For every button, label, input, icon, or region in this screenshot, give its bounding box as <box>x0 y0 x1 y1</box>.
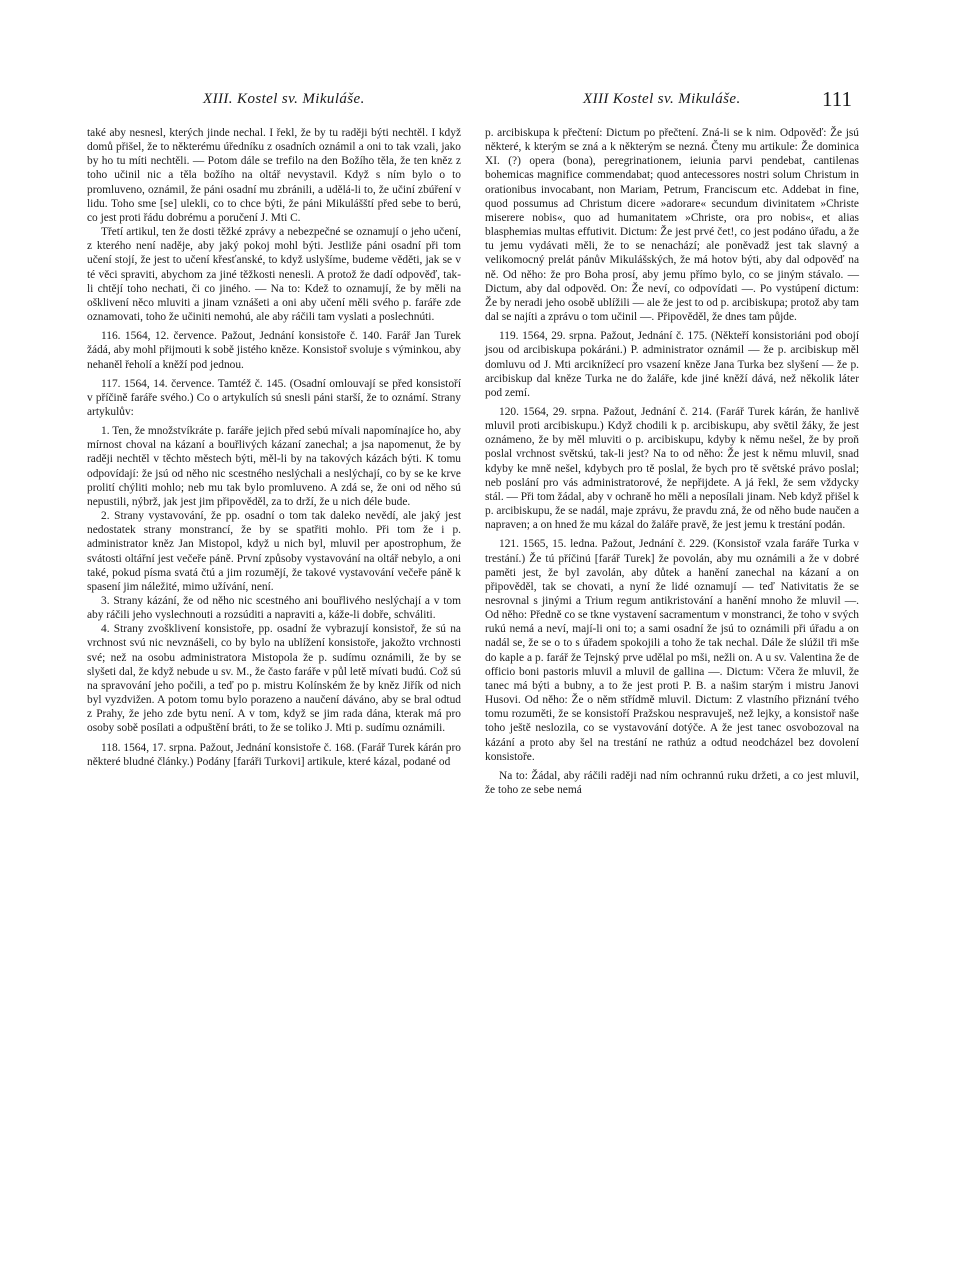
column-gutter <box>474 130 475 1180</box>
document-entry-117: 117. 1564, 14. července. Tamtéž č. 145. (Osadní omlouvají se před konsistoří v příčině faráře svého.) Co o artykulích sú snesli páni starší, že to oznámí. Strany artykulův: <box>87 377 461 418</box>
article-point-2: 2. Strany vystavování, že pp. osadní o tom tak daleko nevědí, ale jaký jest nedostatek strany monstrancí, že by se spatřiti mohlo. Při tom že i p. administrator kněz Jan Mistopol, když u nich byl, mluvil per apostrophum, že svátosti oltářní jest večeře páně. První způsoby vystavování na oltář nebylo, a oni také, pokud písma svatá čtú a jim rozumějí, že takové vystavování večeře páně k spasení jim náležité, mimo užívání, není. <box>87 510 461 593</box>
page-number: 111 <box>822 87 852 111</box>
article-point-4: 4. Strany zvošklivení konsistoře, pp. osadní že vybrazují konsistoř, že sú na vrchnost svú nic nevznášeli, co by bylo na ublížení konsistoře, jakožto vrchnosti své; než na osobu administratora Mistopola že p. sudímu oznámili, že by se slyšeti dal, že když nebude u sv. M., že často faráře v půl letě mívati budú. Což sú na spravování jeho počili, a teď po p. mistru Kolínském že by kněz Jiřík od nich byl vyzdvižen. A potom tomu bylo porazeno a naučení dáváno, aby se bral odtud z Prahy, že jeho zde bytu není. A v tom, když se jim rada dána, kterak má pro osoby sobě posílati a odpuštění bráti, to že se toliko J. Mti p. sudímu oznámili. <box>87 623 461 735</box>
document-entry-118: 118. 1564, 17. srpna. Pažout, Jednání konsistoře č. 168. (Farář Turek kárán pro některé bludné články.) Podány [faráři Turkovi] artikule, které kázal, podané od <box>87 741 461 768</box>
document-entry-120: 120. 1564, 29. srpna. Pažout, Jednání č. 214. (Farář Turek kárán, že hanlivě mluvil proti arcibiskupu.) Když chodili k p. arcibiskupu, aby světil žáky, že jest oznámeno, že by měl mluviti o p. arcibiskupu, kdyby k němu nešel, že by proň poslal vrchnost světskú, tak-li jest? Na to od něho: Že jest k němu mluvil, snad kdyby ke mně nešel, kdybych pro tě poslal, že bych pro tě světské právo poslal; neb poslání pro vás administratorové, že nepřijdete. A já řekl, že sem vždycky stál. — Při tom žádal, aby v ochraně ho měli a neposílali jinam. Neb když přišel k p. arcibiskupu, že se nadál, maje zprávu, že pravdu zná, že od něho bude naučen a napraven; a on hned že mu kázal do žaláře pravě, že jest jemu k trestání podán. <box>485 405 859 532</box>
document-entry-119: 119. 1564, 29. srpna. Pažout, Jednání č. 175. (Někteří konsistoriáni pod obojí jsou od arcibiskupa pokáráni.) P. administrator oznámil — že p. arcibiskup měl domluvu od J. Mti arciknížecí pro vsazení kněze Jana Turka bez slyšení — že p. arcibiskup dal kněze Turka ne do žaláře, kde jiné kněží dává, než několik láter pod zemí. <box>485 330 859 399</box>
article-point-3: 3. Strany kázání, že od něho nic scestného ani bouřlivého neslýchají a v tom aby ráčili jeho vyslechnouti a rozsúditi a napraviti a, káže-li dobře, schváliti. <box>87 595 461 622</box>
paragraph: Na to: Žádal, aby ráčili raději nad ním ochrannú ruku držeti, a co jest mluvil, že toho ze sebe nemá <box>485 769 859 797</box>
paragraph: Třetí artikul, ten že dosti těžké zprávy a nebezpečné se oznamují o jeho učení, z kterého není naděje, aby jaký pokoj mohl býti. Jestliže páni osadní při tom učení stojí, že jest to učení křesťanské, to když uslyšíme, budeme věděti, jak se v té věci spraviti, abychom za jiné těžkosti nenesli. A protož že dadí odpověď, tak-li chtějí toho nechati, či co jiného. — Na to: Kdež to oznamují, že by měli na ošklivení něco mluviti a jinam vznášeti a oni aby učení měli svého p. faráře zde oznamovati, toho že učiniti nemohú, ale aby ráčili tam vyslati a poslechnúti. <box>87 226 461 324</box>
right-text-column <box>485 126 859 797</box>
article-point-1: 1. Ten, že množstvíkráte p. faráře jejich před sebú mívali napomínajíce ho, aby mírnost choval na kázaní a bouřlivých kázaní zanechal; a jsa napomenut, že by raději nechtěl v těchto městech býti, měl-li by na takových kázách býti. K tomu odpovídají: že jsú od něho nic scestného neslýchali a neslýchají, co by se ke krve prolití chýliti mohlo; neb mu tak bylo promluveno. A zdá se, že oni od něho sú nepustili, nýbrž, jak jest jim připověděl, za to drží, že u nich déle bude. <box>87 425 461 508</box>
right-running-title: XIII Kostel sv. Mikuláše. <box>583 91 741 107</box>
left-running-title: XIII. Kostel sv. Mikuláše. <box>203 91 365 107</box>
paragraph: p. arcibiskupa k přečtení: Dictum po přečtení. Zná-li se k nim. Odpověď: Že jsú některé, k kterým se zná a k některým se nezná. Čteny mu artikule: Že dominica XI. (?) opera (bona), peregrinationem, ieiunia parvi pendebat, cantilenas bohemicas magnifice commendabat; quod antecessores nostri solum Christum in orationibus invocabant, non Mariam, Petrum, Franciscum etc. Addebat in fine, quod possumus ad Christum dicere »adorare« secundum divinitatem »Christe miserere nobis«, quo ad humanitatem »Christe, ora pro nobis«, et alias blasphemias multas effutivit. Dictum: Že jest prvé čet!, co jest podáno úřadu, a že tu jemu vydávati měli, že to se nenachází; ale poněvadž jest tak slavný a velikomocný prelát pánův Mikulášských, že má hotov býti, aby dal odpověď na ně. Od něho: že pro Boha prosí, aby jemu přímo bylo, co se jiným stávalo. — Dictum, aby dal odpověd. On: Že neví, co odpovídati —. Po vystúpení dictum: Že by neradi jeho osobě ublížili — ale že jest to od p. arcibiskupa; protož aby tam dal se najíti a zprávu o tom učinil —. Připověděl, že dnes tam půjde. <box>485 127 859 324</box>
left-text-column <box>87 126 461 769</box>
document-entry-121: 121. 1565, 15. ledna. Pažout, Jednání č. 229. (Konsistoř vzala faráře Turka v trestání.) Že tú příčinú [farář Turek] že povolán, aby mu oznámili a že v dobré paměti jest, že byl zavolán, aby důtek a hanění zanechal na kázaní a on připověděl, tak se chovati, a nyní že lidé oznamují — teď Nativitatis že se nesrovnal s jinými a Trium regum antikristování a hanění mnoho že mluvil —. Od něho: Předně co se tkne vystavení sacramentum v monstranci, že toho v svých rukú nemá a neví, mají-li oni to; a sami osadní že jsú to oznámili při úřadu a on nadál se, že se o to s úřadem spokojili a toho že tak nechal. Dále že slúžil tři mše do kaple a p. farář že Tejnský prve udělal po mši, nežli on. A u sv. Valentina že de officio boni pastoris mluvil a mluvil de gallina —. Dictum: Včera že mluvil, že tanec má býti a bubny, a to že jest proti P. B. a našim starým i mistru Janovi Husovi. Od něho: Že o něm střídmě mluvil. Dictum: Z vlastního přiznání tvého tomu rozuměti, že se konsistoří Pražskou nespravuješ, než lejky, a konsistoř naše toho ještě neslozila, co se vystavování dotýče. A že jest tanec osvobozoval na kázání a proto aby šel na trestání ne rathúz a odtud neodcházel bez dovolení konsistoře. <box>485 538 859 763</box>
document-entry-116: 116. 1564, 12. července. Pažout, Jednání konsistoře č. 140. Farář Jan Turek žádá, aby mohl přijmouti k sobě jistého kněze. Konsistoř svoluje s výminkou, aby nehaněl řeholí a kněží pod jednou. <box>87 330 461 371</box>
paragraph: také aby nesnesl, kterých jinde nechal. I řekl, že by tu raději býti nechtěl. I když domů přišel, že to některému úředníku z osadních oznámil a oni to tak vzali, jako by ho tu míti nechtěli. — Potom dále se trefilo na den Božího těla, že ten kněz z toho učinil nic a těla božího na oltář nevystavil. Když s ním bylo o to promluveno, oznámil, že páni osadní mu zbránili, a udělá-li to, že učiní zbúření v lidu. Toho sme [se] ulekli, co to chce býti, že páni Mikulášští před sebe to berú, co jest proti řádu dobrému a poručení J. Mti C. <box>87 127 461 224</box>
